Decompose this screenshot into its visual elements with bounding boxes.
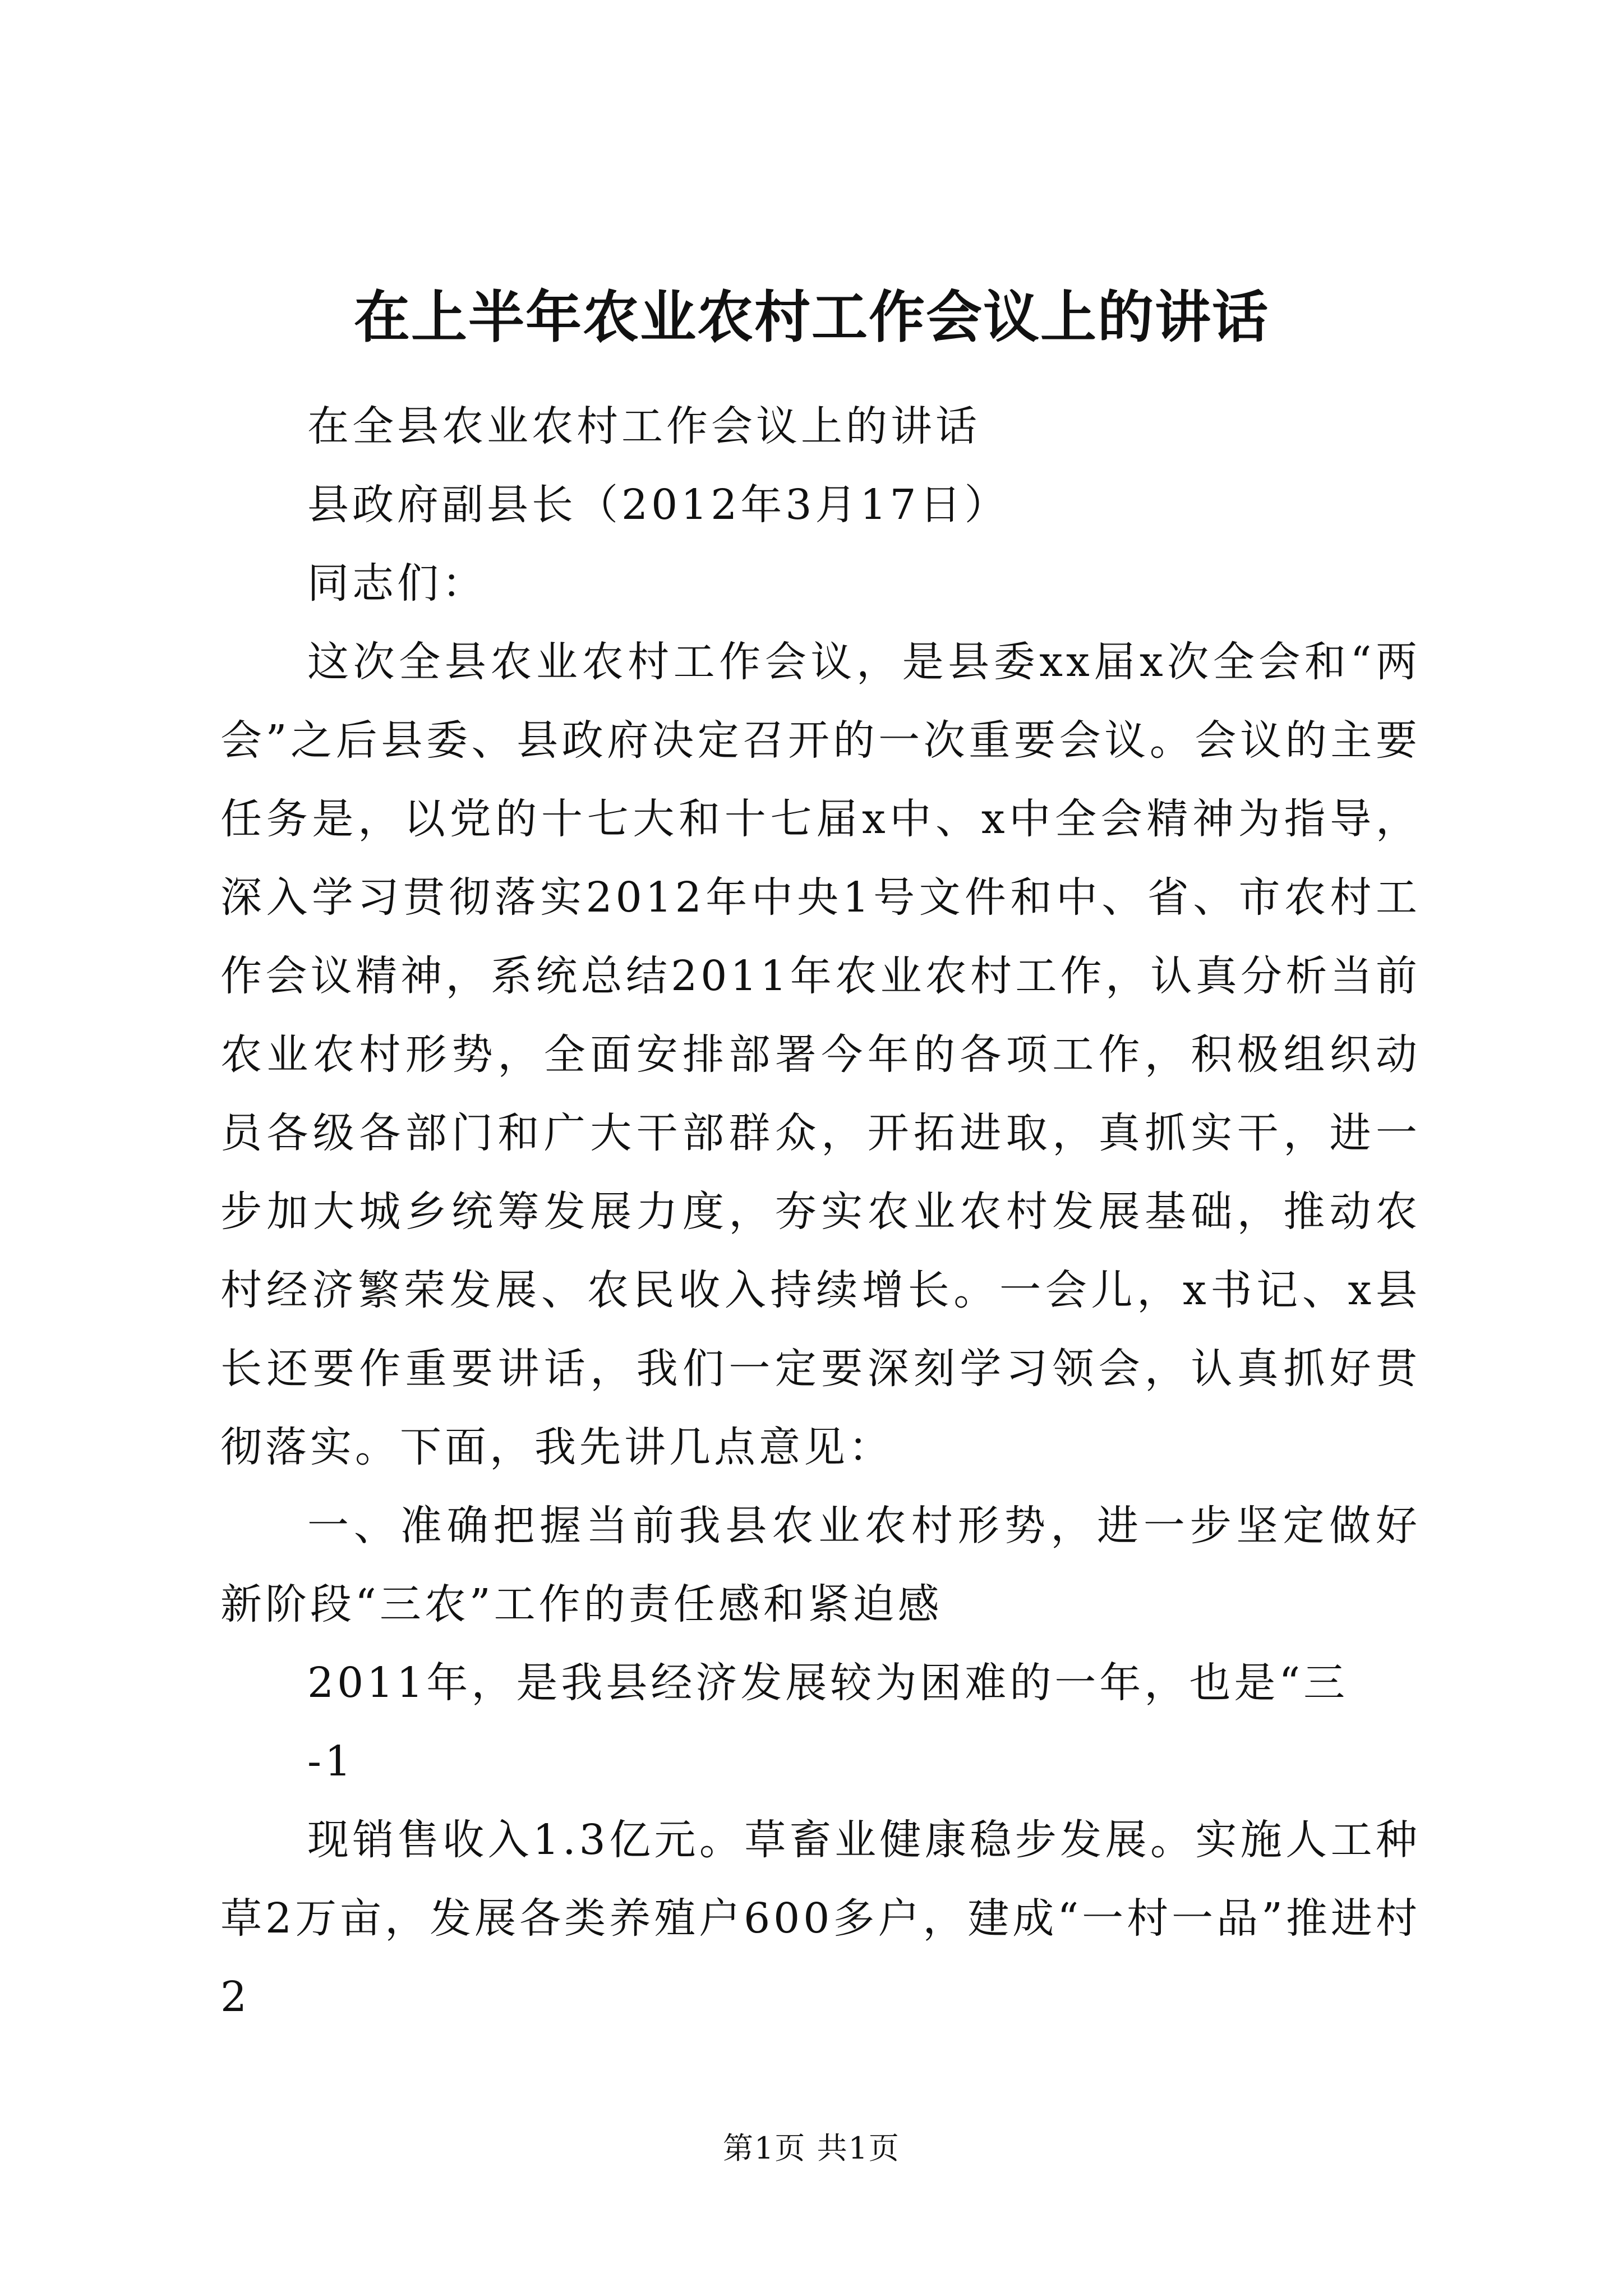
document-body — [220, 387, 1421, 2036]
paragraph-subtitle: 在全县农业农村工作会议上的讲话 — [307, 402, 980, 450]
paragraph-2011: 2011年，是我县经济发展较为困难的一年，也是“三 — [307, 1659, 1349, 1707]
page-number: 第1页 共1页 — [723, 2131, 900, 2166]
paragraph-sales: 现销售收入1.3亿元。草畜业健康稳步发展。实施人工种草2万亩，发展各类养殖户600多户，建成“一村一品”推进村2 — [220, 1816, 1421, 2021]
document-title: 在上半年农业农村工作会议上的讲话 — [354, 284, 1269, 350]
paragraph-salutation: 同志们： — [307, 559, 487, 608]
paragraph-fragment-marker: -1 — [307, 1737, 355, 1786]
paragraph-section-heading: 一、准确把握当前我县农业农村形势，进一步坚定做好新阶段“三农”工作的责任感和紧迫感 — [220, 1502, 1421, 1628]
paragraph-intro: 这次全县农业农村工作会议，是县委xx届x次全会和“两会”之后县委、县政府决定召开的一次重要会议。会议的主要任务是，以党的十七大和十七届x中、x中全会精神为指导，深入学习贯彻落实2012年中央1号文件和中、省、市农村工作会议精神，系统总结2011年农业农村工作，认真分析当前农业农村形势，全面安排部署今年的各项工作，积极组织动员各级各部门和广大干部群众，开拓进取，真抓实干，进一步加大城乡统筹发展力度，夯实农业农村发展基础，推动农村经济繁荣发展、农民收入持续增长。一会儿，x书记、x县长还要作重要讲话，我们一定要深刻学习领会，认真抓好贯彻落实。下面，我先讲几点意见： — [220, 638, 1421, 1471]
paragraph-speaker: 县政府副县长（2012年3月17日） — [307, 481, 1009, 529]
